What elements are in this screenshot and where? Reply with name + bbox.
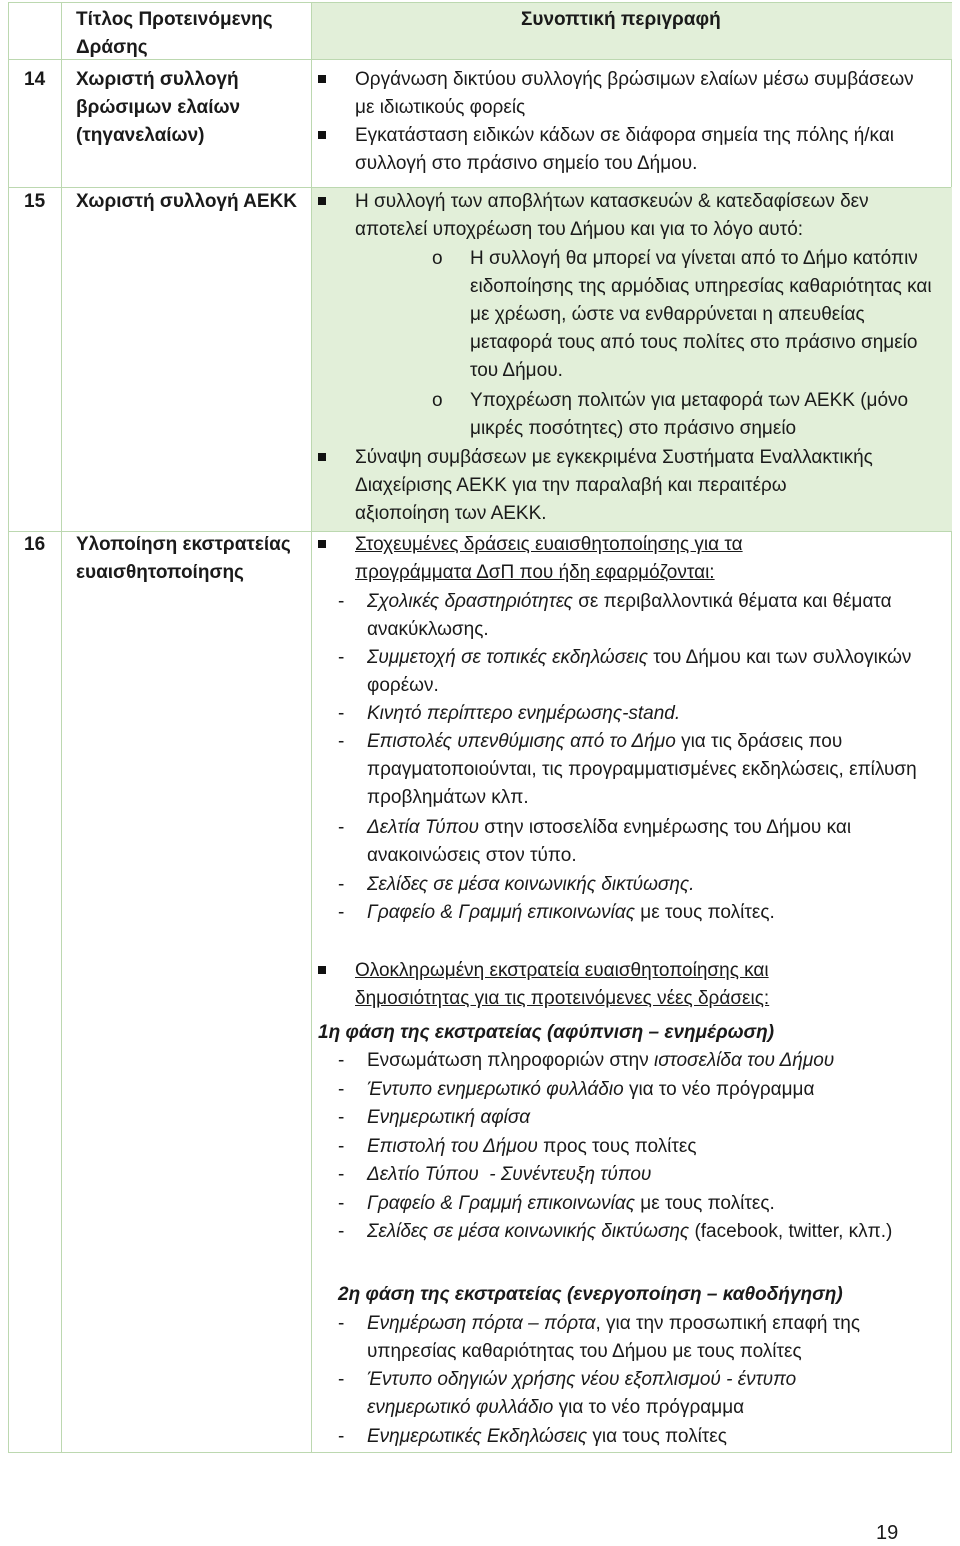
targeted-actions-heading: Στοχευμένες δράσεις ευαισθητοποίησης για τα προγράμματα ΔσΠ που ήδη εφαρμόζονται: bbox=[355, 534, 743, 583]
targeted-item: Δελτία Τύπου στην ιστοσελίδα ενημέρωσης του Δήμου και ανακοινώσεις στον τύπο. bbox=[367, 817, 852, 866]
phase-1-item: Ενημερωτική αφίσα bbox=[367, 1107, 531, 1128]
square-bullet-icon bbox=[318, 131, 326, 139]
row-15-number: 15 bbox=[24, 191, 46, 212]
targeted-item: Σελίδες σε μέσα κοινωνικής δικτύωσης. bbox=[367, 874, 695, 895]
targeted-item: Επιστολές υπενθύμισης από το Δήμο για τις δράσεις που πραγματοποιούνται, τις προγραμματισμένες εκδηλώσεις, επίλυση προβλημάτων κλπ. bbox=[367, 731, 917, 808]
phase-1-item: Γραφείο & Γραμμή επικοινωνίας με τους πολίτες. bbox=[367, 1193, 775, 1214]
phase-1-title: 1η φάση της εκστρατείας (αφύπνιση – ενημέρωση) bbox=[318, 1022, 775, 1043]
row-16-number: 16 bbox=[24, 534, 46, 555]
targeted-item: Συμμετοχή σε τοπικές εκδηλώσεις του Δήμου και των συλλογικών φορέων. bbox=[367, 647, 912, 696]
row-14-bullet: Οργάνωση δικτύου συλλογής βρώσιμων ελαίων μέσω συμβάσεων με ιδιωτικούς φορείς bbox=[355, 69, 914, 118]
square-bullet-icon bbox=[318, 966, 326, 974]
phase-1-item: Επιστολή του Δήμου προς τους πολίτες bbox=[367, 1136, 697, 1157]
phase-1-item: Δελτίο Τύπου - Συνέντευξη τύπου bbox=[367, 1164, 652, 1185]
row-15-subbullet: Η συλλογή θα μπορεί να γίνεται από το Δήμο κατόπιν ειδοποίησης της αρμόδιας υπηρεσίας καθαριότητας και με χρέωση, ώστε να ενθαρρύνεται η απευθείας μεταφορά τους από τους πολίτες στο πράσινο σημείο του Δήμου. bbox=[470, 248, 932, 381]
header-description-column: Συνοπτική περιγραφή bbox=[521, 9, 721, 30]
row-15-subbullet: Υποχρέωση πολιτών για μεταφορά των ΑΕΚΚ (μόνο μικρές ποσότητες) στο πράσινο σημείο bbox=[470, 390, 909, 439]
header-title-column: Τίτλος Προτεινόμενης Δράσης bbox=[76, 9, 273, 58]
phase-2-item: Έντυπο οδηγιών χρήσης νέου εξοπλισμού - έντυπο ενημερωτικό φυλλάδιο για το νέο πρόγραμμα bbox=[367, 1369, 797, 1418]
row-14-bullet: Εγκατάσταση ειδικών κάδων σε διάφορα σημεία της πόλης ή/και συλλογή στο πράσινο σημείο του Δήμου. bbox=[355, 125, 895, 174]
targeted-item: Γραφείο & Γραμμή επικοινωνίας με τους πολίτες. bbox=[367, 902, 775, 923]
phase-1-item: Σελίδες σε μέσα κοινωνικής δικτύωσης (facebook, twitter, κλπ.) bbox=[367, 1221, 893, 1242]
phase-1-item: Έντυπο ενημερωτικό φυλλάδιο για το νέο πρόγραμμα bbox=[367, 1079, 815, 1100]
row-15-bullet: Σύναψη συμβάσεων με εγκεκριμένα Συστήματα Εναλλακτικής Διαχείρισης ΑΕΚΚ για την παραλαβή και περαιτέρω αξιοποίηση των ΑΕΚΚ. bbox=[355, 447, 873, 524]
number-column bbox=[9, 3, 62, 1452]
phase-1-item: Ενσωμάτωση πληροφοριών στην ιστοσελίδα του Δήμου bbox=[367, 1050, 835, 1071]
phase-2-item: Ενημέρωση πόρτα – πόρτα, για την προσωπική επαφή της υπηρεσίας καθαριότητας του Δήμου με τους πολίτες bbox=[367, 1313, 860, 1362]
campaign-heading: Ολοκληρωμένη εκστρατεία ευαισθητοποίησης και δημοσιότητας για τις προτεινόμενες νέες δράσεις: bbox=[355, 960, 770, 1009]
page-number: 19 bbox=[876, 1522, 899, 1544]
row-16-title: Υλοποίηση εκστρατείας ευαισθητοποίησης bbox=[76, 534, 291, 583]
square-bullet-icon bbox=[318, 75, 326, 83]
phase-2-title: 2η φάση της εκστρατείας (ενεργοποίηση – καθοδήγηση) bbox=[338, 1284, 843, 1305]
circle-bullet-icon: o bbox=[432, 390, 443, 411]
row-15-bullet: Η συλλογή των αποβλήτων κατασκευών & κατεδαφίσεων δεν αποτελεί υποχρέωση του Δήμου και για το λόγο αυτό: bbox=[355, 191, 869, 240]
phase-2-item: Ενημερωτικές Εκδηλώσεις για τους πολίτες bbox=[367, 1426, 727, 1447]
targeted-item: Σχολικές δραστηριότητες σε περιβαλλοντικά θέματα και θέματα ανακύκλωσης. bbox=[367, 591, 892, 640]
square-bullet-icon bbox=[318, 453, 326, 461]
title-column bbox=[61, 3, 312, 1452]
targeted-item: Κινητό περίπτερο ενημέρωσης-stand. bbox=[367, 703, 681, 724]
row-15-title: Χωριστή συλλογή ΑΕΚΚ bbox=[76, 191, 298, 212]
row-14-number: 14 bbox=[24, 69, 46, 90]
square-bullet-icon bbox=[318, 197, 326, 205]
circle-bullet-icon: o bbox=[432, 248, 443, 269]
square-bullet-icon bbox=[318, 540, 326, 548]
row-14-title: Χωριστή συλλογή βρώσιμων ελαίων (τηγανελαίων) bbox=[76, 69, 241, 146]
